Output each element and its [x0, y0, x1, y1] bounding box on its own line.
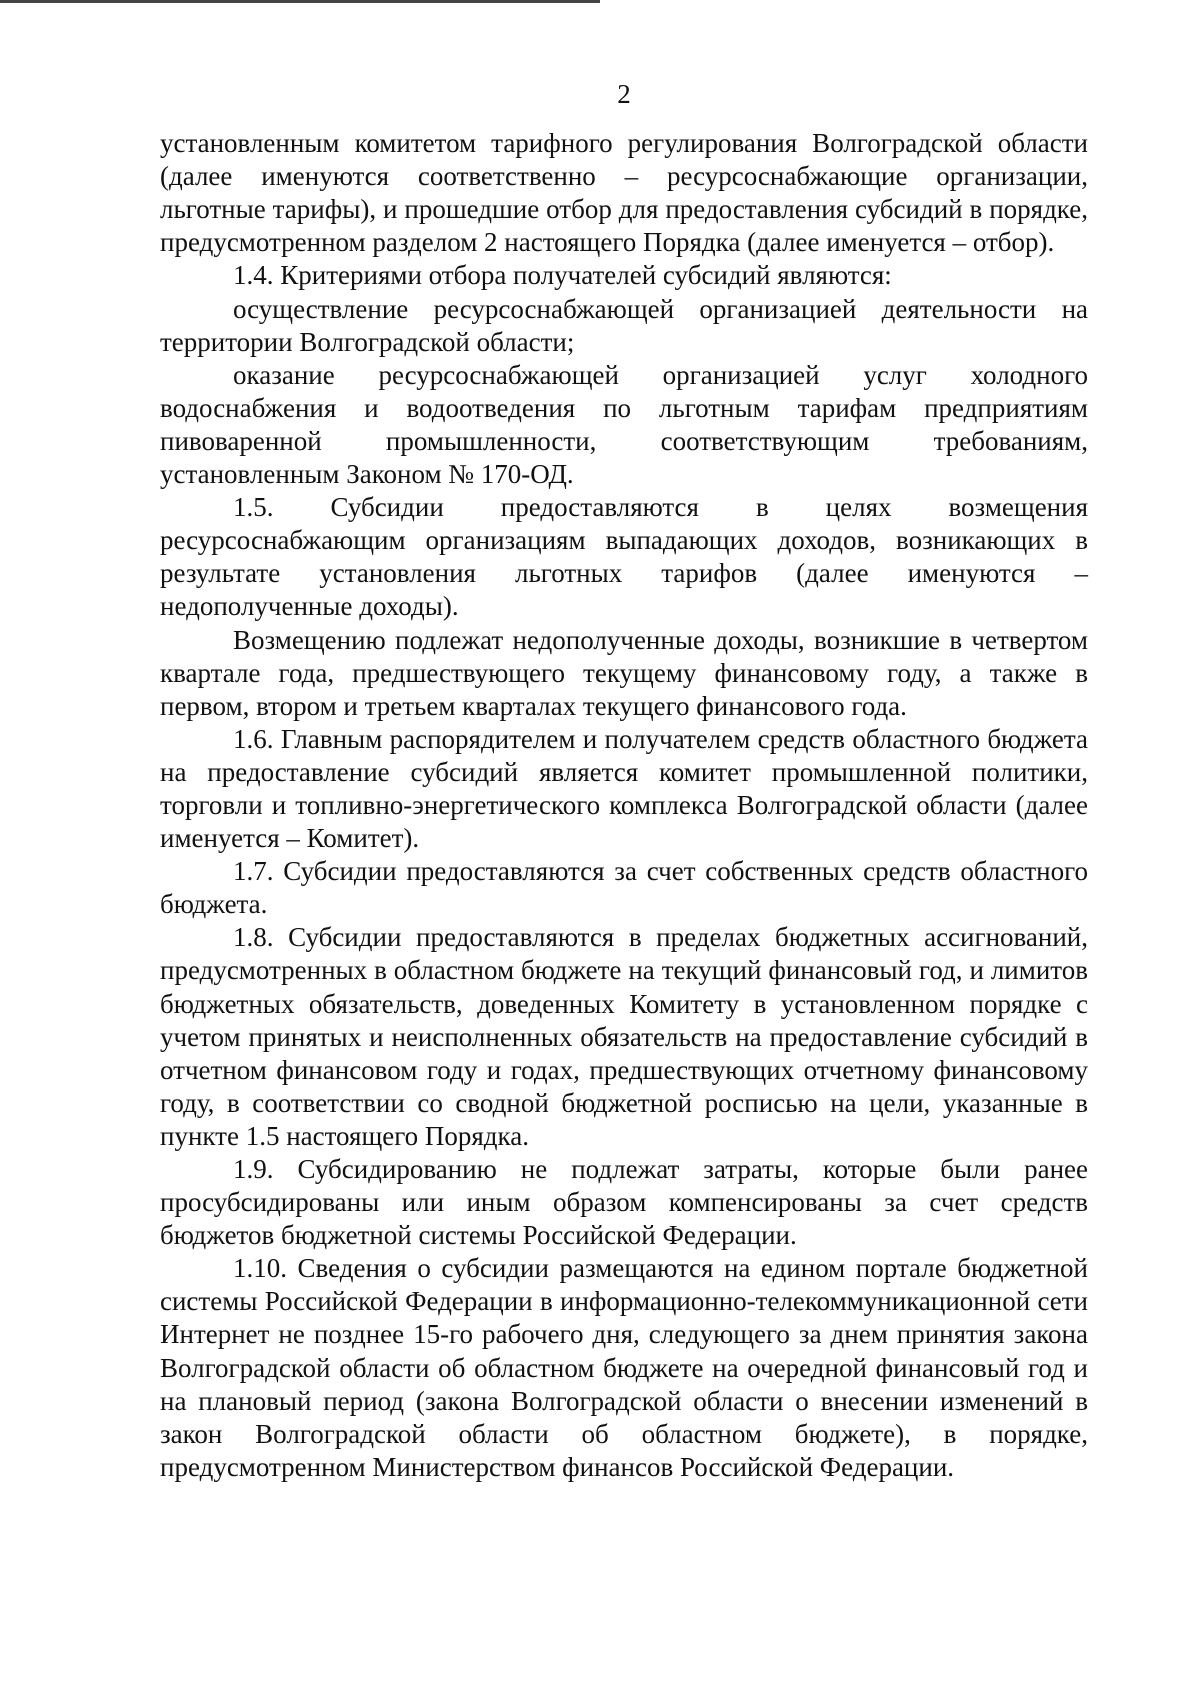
- paragraph-1-10: 1.10. Сведения о субсидии размещаются на едином портале бюджетной системы Российской Федерации в информационно-телекоммуникационной сети Интернет не позднее 15-го рабочего дня, следующего за днем принятия закона Волгоградской области об областном бюджете на очередной финансовый год и на плановый период (закона Волгоградской области о внесении изменений в закон Волгоградской области об областном бюджете), в порядке, предусмотренном Министерством финансов Российской Федерации.: [160, 1253, 1088, 1482]
- paragraph-continuation: установленным комитетом тарифного регулирования Волгоградской области (далее именуются соответственно – ресурсоснабжающие организации, льготные тарифы), и прошедшие отбор для предоставления субсидий в порядке, предусмотренном разделом 2 настоящего Порядка (далее именуется – отбор).: [160, 128, 1088, 258]
- paragraph-criterion-territory: осуществление ресурсоснабжающей организацией деятельности на территории Волгоградской области;: [160, 293, 1088, 357]
- paragraph-criterion-services: оказание ресурсоснабжающей организацией услуг холодного водоснабжения и водоотведения по льготным тарифам предприятиям пивоваренной промышленности, соответствующим требованиям, установленным Законом № 170-ОД.: [160, 359, 1088, 490]
- scan-edge-line: [0, 0, 600, 3]
- paragraph-1-5: 1.5. Субсидии предоставляются в целях возмещения ресурсоснабжающим организациям выпадающих доходов, возникающих в результате установления льготных тарифов (далее именуются – недополученные доходы).: [160, 492, 1088, 622]
- paragraph-compensation: Возмещению подлежат недополученные доходы, возникшие в четвертом квартале года, предшествующего текущему финансовому году, а также в первом, втором и третьем кварталах текущего финансового года.: [160, 624, 1088, 721]
- paragraph-1-4: 1.4. Критериями отбора получателей субсидий являются:: [233, 260, 892, 291]
- document-page: [160, 78, 1088, 1484]
- paragraph-1-6: 1.6. Главным распорядителем и получателем средств областного бюджета на предоставление субсидий является комитет промышленной политики, торговли и топливно-энергетического комплекса Волгоградской области (далее именуется – Комитет).: [160, 723, 1088, 854]
- paragraph-1-8: 1.8. Субсидии предоставляются в пределах бюджетных ассигнований, предусмотренных в областном бюджете на текущий финансовый год, и лимитов бюджетных обязательств, доведенных Комитету в установленном порядке с учетом принятых и неисполненных обязательств на предоставление субсидий в отчетном финансовом году и годах, предшествующих отчетному финансовому году, в соответствии со сводной бюджетной росписью на цели, указанные в пункте 1.5 настоящего Порядка.: [160, 922, 1088, 1151]
- page-number: 2: [617, 79, 631, 109]
- paragraph-1-7: 1.7. Субсидии предоставляются за счет собственных средств областного бюджета.: [160, 856, 1088, 920]
- paragraph-1-9: 1.9. Субсидированию не подлежат затраты, которые были ранее просубсидированы или иным образом компенсированы за счет средств бюджетов бюджетной системы Российской Федерации.: [160, 1154, 1088, 1251]
